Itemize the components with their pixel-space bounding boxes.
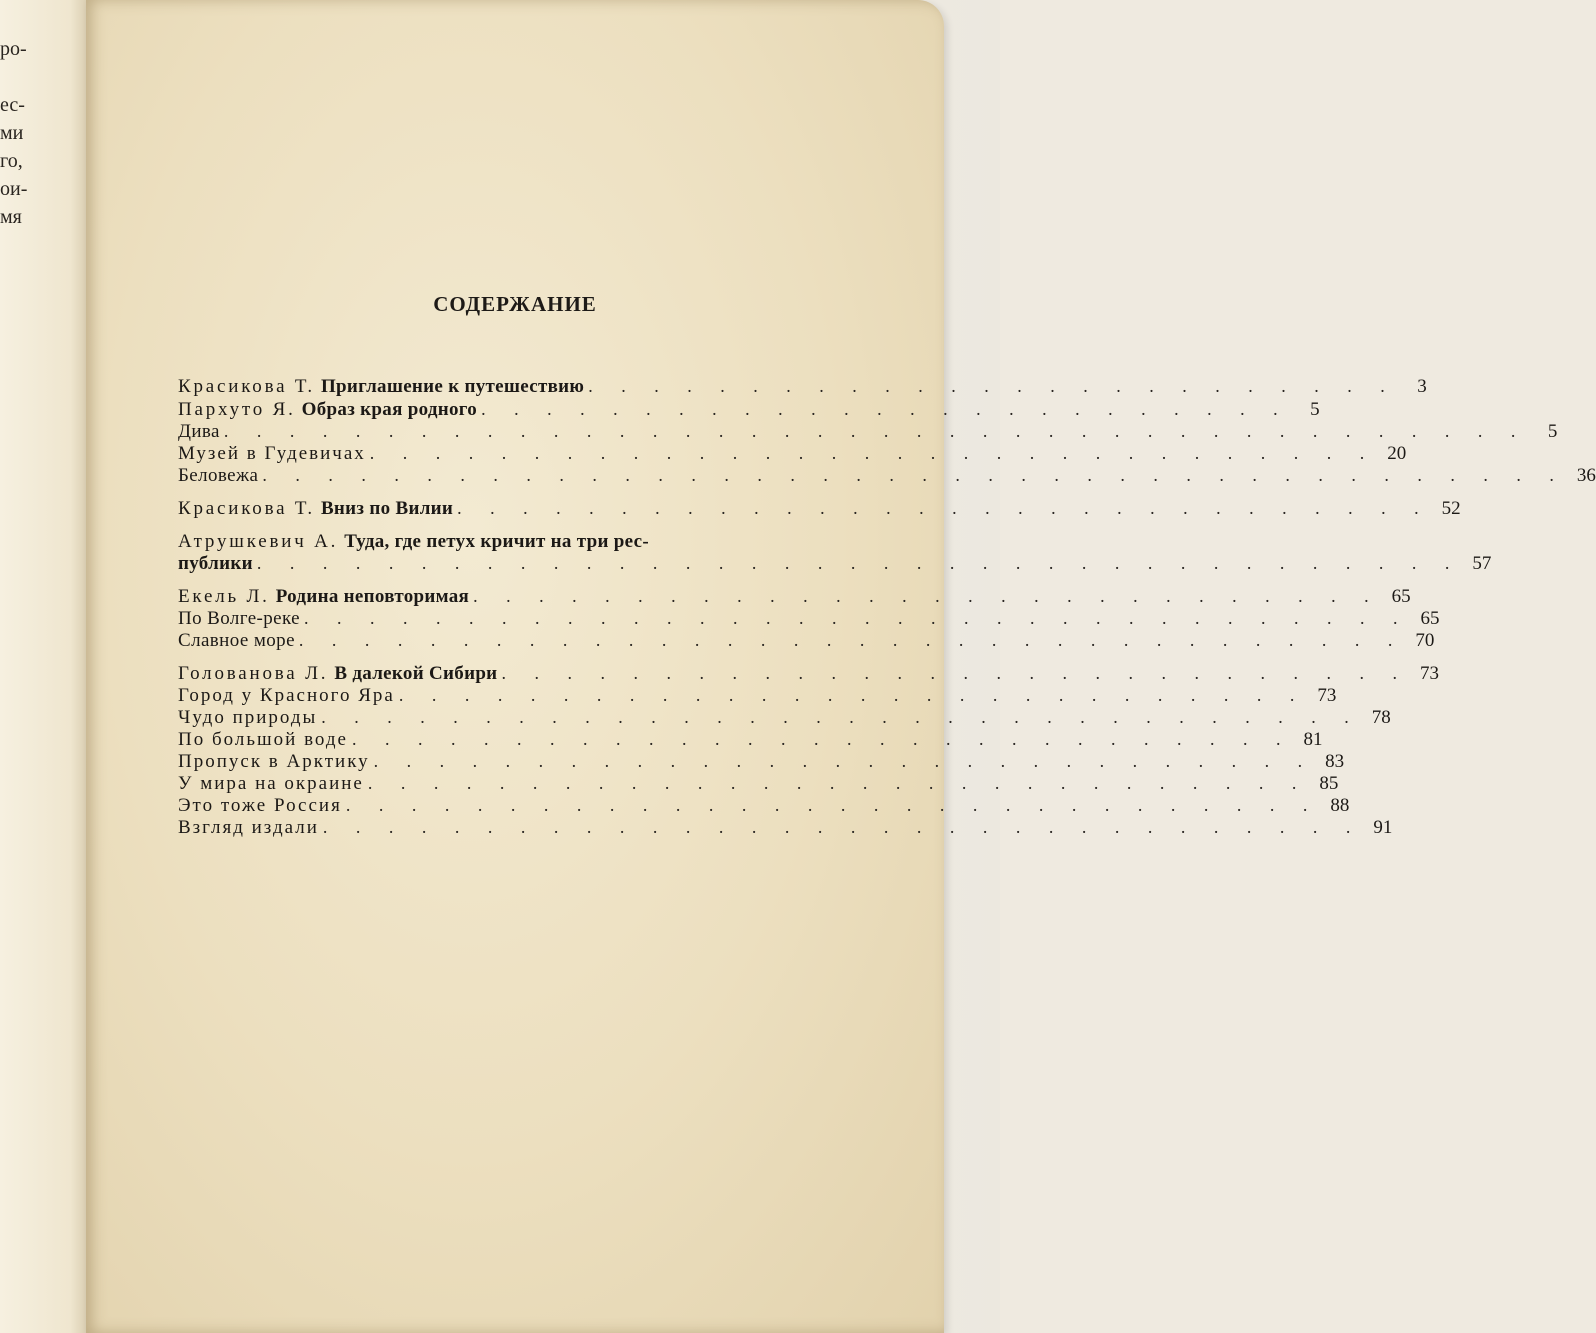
toc-entry xyxy=(178,553,1492,575)
toc-leader: . . . . . . . . . . . . . . . . . . . . . . . . . . . . . . . . . . xyxy=(304,608,1410,628)
toc-page-number: 91 xyxy=(1373,817,1393,838)
toc-entry xyxy=(178,498,1461,520)
toc-leader: . . . . . . . . . . . . . . . . . . . . . . . . . . . . . xyxy=(367,773,1309,793)
toc-entry xyxy=(178,443,1407,465)
toc-title: Образ края родного xyxy=(301,399,478,420)
toc-entry xyxy=(178,531,786,553)
toc-entry xyxy=(178,729,1323,751)
toc-page-number: 73 xyxy=(1419,663,1439,684)
toc-author: Атрушкевич А. xyxy=(178,531,339,552)
toc-subtitle: Взгляд издали xyxy=(178,817,319,838)
toc-leader: . . . . . . . . . . . . . . . . . . . . . . . . . . . . . . xyxy=(345,795,1320,815)
toc-title: Вниз по Вилии xyxy=(320,498,454,519)
toc-title: публики xyxy=(178,553,253,574)
toc-entry xyxy=(178,608,1440,630)
left-page-fragment: ес- xyxy=(0,94,25,116)
toc-page-number: 20 xyxy=(1387,443,1407,464)
toc-subtitle: У мира на окраине xyxy=(178,773,364,794)
toc-entry xyxy=(178,465,1596,487)
toc-subtitle: Это тоже Россия xyxy=(178,795,342,816)
toc-page-number: 52 xyxy=(1441,498,1461,519)
toc-leader: . . . . . . . . . . . . . . . . . . . . . . . . . . . . . . . . . . . . . . . . xyxy=(223,421,1528,441)
toc-page-number: 83 xyxy=(1325,751,1345,772)
toc-entry xyxy=(178,751,1345,773)
toc-author: Красикова Т. xyxy=(178,376,315,397)
toc-page-number: 65 xyxy=(1420,608,1440,629)
toc-leader: . . . . . . . . . . . . . . . . . . . . . . . . . . . . . xyxy=(351,729,1293,749)
toc-leader: . . . . . . . . . . . . . . . . . . . . . . . . . . . . . . . . . . . . . xyxy=(256,553,1462,573)
toc-subtitle: По большой воде xyxy=(178,729,348,750)
toc-page-number: 85 xyxy=(1319,773,1339,794)
toc-page-number: 81 xyxy=(1303,729,1323,750)
toc-leader: . . . . . . . . . . . . . . . . . . . . . . . . . . . . xyxy=(473,586,1381,606)
toc-author: Красикова Т. xyxy=(178,498,315,519)
left-page-fragment: мя xyxy=(0,206,22,228)
toc-page-number: 36 xyxy=(1576,465,1596,486)
left-page-fragment: ми xyxy=(0,122,24,144)
toc-subtitle: Пропуск в Арктику xyxy=(178,751,370,772)
left-page-fragment: го, xyxy=(0,150,23,172)
toc-subtitle: Музей в Гудевичах xyxy=(178,443,366,464)
toc-page-number: 73 xyxy=(1317,685,1337,706)
toc-entry xyxy=(178,421,1558,443)
toc-leader: . . . . . . . . . . . . . . . . . . . . . . . . . . . . . . . . xyxy=(321,707,1361,727)
toc-leader: . . . . . . . . . . . . . . . . . . . . . . . . . . . . . . . . xyxy=(322,817,1363,837)
toc-leader: . . . . . . . . . . . . . . . . . . . . . . . . . xyxy=(588,376,1397,396)
left-page-fragment: ро- xyxy=(0,38,27,60)
toc-entry xyxy=(178,685,1337,707)
toc-subtitle: По Волге-реке xyxy=(178,608,301,629)
toc-leader: . . . . . . . . . . . . . . . . . . . . . . . . . . . . . . . . . . xyxy=(298,630,1405,650)
toc-entry xyxy=(178,630,1435,652)
toc-subtitle: Город у Красного Яра xyxy=(178,685,395,706)
toc-subtitle: Беловежа xyxy=(178,465,259,486)
toc-page-number: 3 xyxy=(1417,376,1427,397)
toc-leader: . . . . . . . . . . . . . . . . . . . . . . . . . . . . . . . xyxy=(369,443,1377,463)
toc-leader: . . . . . . . . . . . . . . . . . . . . . . . . . . . . . . xyxy=(457,498,1431,518)
left-page xyxy=(0,0,88,1333)
toc-page-number: 88 xyxy=(1330,795,1350,816)
toc-entry xyxy=(178,773,1339,795)
toc-title: Приглашение к путешествию xyxy=(320,376,585,397)
toc-title: Родина неповторимая xyxy=(275,586,470,607)
toc-leader: . . . . . . . . . . . . . . . . . . . . . . . . . . . . . . . . . . . . . . . . xyxy=(262,465,1566,485)
toc-subtitle: Дива xyxy=(178,421,220,442)
toc-entry xyxy=(178,663,1439,685)
toc-title: В далекой Сибири xyxy=(334,663,498,684)
toc-entry xyxy=(178,817,1393,839)
toc-subtitle: Славное море xyxy=(178,630,295,651)
toc-entry xyxy=(178,376,1427,398)
toc-leader: . . . . . . . . . . . . . . . . . . . . . . . . . . . . xyxy=(501,663,1409,683)
toc-author: Екель Л. xyxy=(178,586,270,607)
page-title: СОДЕРЖАНИЕ xyxy=(433,292,597,316)
toc-leader: . . . . . . . . . . . . . . . . . . . . . . . . . . . . . xyxy=(373,751,1315,771)
toc-entry xyxy=(178,586,1411,608)
toc-page-number: 5 xyxy=(1547,421,1558,442)
toc-page-number: 65 xyxy=(1391,586,1411,607)
left-page-fragment: ои- xyxy=(0,178,28,200)
toc-page-number: 57 xyxy=(1472,553,1492,574)
toc-entry xyxy=(178,795,1350,817)
toc-page-number: 78 xyxy=(1371,707,1391,728)
toc-leader: . . . . . . . . . . . . . . . . . . . . . . . . . xyxy=(481,399,1290,419)
toc-page-number: 70 xyxy=(1415,630,1435,651)
toc-title: Туда, где петух кричит на три рес- xyxy=(344,531,649,552)
toc-entry xyxy=(178,399,1320,421)
toc-entry xyxy=(178,707,1391,729)
toc-page-number: 5 xyxy=(1310,399,1320,420)
toc-author: Голованова Л. xyxy=(178,663,329,684)
toc-author: Пархуто Я. xyxy=(178,399,296,420)
toc-subtitle: Чудо природы xyxy=(178,707,318,728)
toc-leader: . . . . . . . . . . . . . . . . . . . . . . . . . . . . xyxy=(398,685,1307,705)
